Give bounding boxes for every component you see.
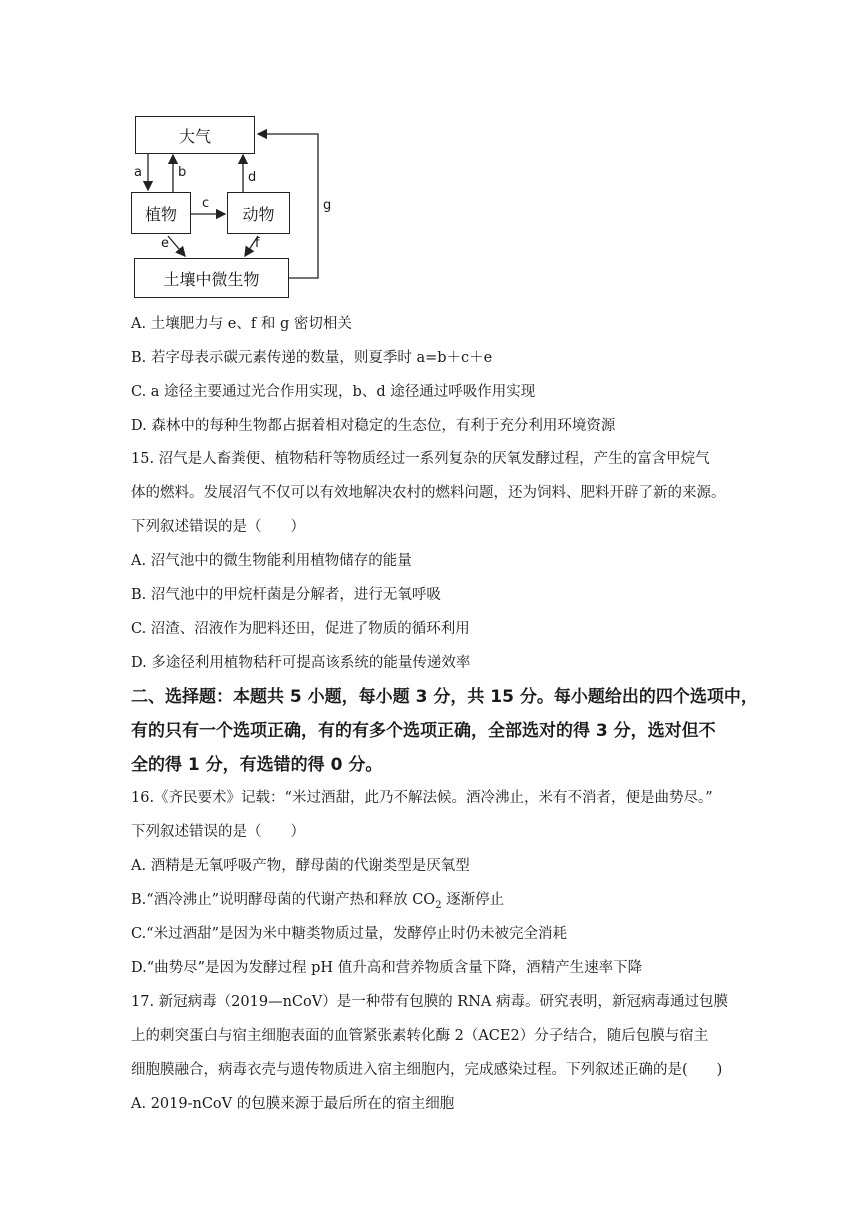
q14-option-c: C. a 途径主要通过光合作用实现，b、d 途径通过呼吸作用实现 [131, 384, 536, 400]
section2-line1: 二、选择题：本题共 5 小题，每小题 3 分，共 15 分。每小题给出的四个选项中， [131, 687, 758, 707]
q17-option-a: A. 2019-nCoV 的包膜来源于最后所在的宿主细胞 [131, 1096, 455, 1112]
edge-label-d: d [248, 170, 257, 185]
edge-label-g: g [323, 198, 332, 213]
q14-option-b: B. 若字母表示碳元素传递的数量，则夏季时 a=b＋c＋e [131, 350, 493, 366]
edge-label-c: c [202, 196, 210, 211]
q17-stem-line1: 17. 新冠病毒（2019—nCoV）是一种带有包膜的 RNA 病毒。研究表明，新冠病毒通过包膜 [131, 994, 728, 1010]
section2-line3: 全的得 1 分，有选错的得 0 分。 [131, 755, 383, 775]
node-atmosphere: 大气 [135, 116, 255, 154]
q16-option-b [131, 890, 504, 916]
q15-stem-line2: 体的燃料。发展沼气不仅可以有效地解决农村的燃料问题，还为饲料、肥料开辟了新的来源。 [131, 485, 726, 501]
edge-label-a: a [134, 165, 142, 180]
co2-subscript: 2 [435, 899, 442, 911]
q16-option-d: D.“曲势尽”是因为发酵过程 pH 值升高和营养物质含量下降，酒精产生速率下降 [131, 960, 643, 976]
q14-option-d: D. 森林中的每种生物都占据着相对稳定的生态位，有利于充分利用环境资源 [131, 418, 616, 434]
q16-option-b-text: B.“酒冷沸止”说明酵母菌的代谢产热和释放 CO [131, 892, 436, 908]
node-soil-microbes: 土壤中微生物 [134, 258, 289, 298]
q15-option-a: A. 沼气池中的微生物能利用植物储存的能量 [131, 553, 412, 569]
q16-option-c: C.“米过酒甜”是因为米中糖类物质过量，发酵停止时仍未被完全消耗 [131, 926, 568, 942]
section2-line2: 有的只有一个选项正确，有的有多个选项正确，全部选对的得 3 分，选对但不 [131, 721, 716, 741]
q16-stem-line2: 下列叙述错误的是（ ） [131, 824, 305, 840]
q17-stem-line3: 细胞膜融合，病毒衣壳与遗传物质进入宿主细胞内，完成感染过程。下列叙述正确的是( ) [131, 1062, 723, 1078]
node-plants: 植物 [131, 192, 191, 234]
q15-stem-line3: 下列叙述错误的是（ ） [131, 519, 305, 535]
node-animals: 动物 [227, 192, 290, 234]
q15-stem-line1: 15. 沼气是人畜粪便、植物秸秆等物质经过一系列复杂的厌氧发酵过程，产生的富含甲烷气 [131, 451, 710, 467]
q16-stem-line1: 16.《齐民要术》记载：“米过酒甜，此乃不解法候。酒冷沸止，米有不消者，便是曲势尽。” [131, 790, 713, 806]
carbon-cycle-diagram [128, 110, 338, 305]
q17-stem-line2: 上的刺突蛋白与宿主细胞表面的血管紧张素转化酶 2（ACE2）分子结合，随后包膜与宿主 [131, 1028, 709, 1044]
q16-option-b-tail: 逐渐停止 [446, 892, 505, 908]
edge-label-e: e [161, 236, 169, 251]
edge-label-f: f [255, 236, 260, 251]
edge-e-arrow [168, 236, 185, 256]
q16-option-a: A. 酒精是无氧呼吸产物，酵母菌的代谢类型是厌氧型 [131, 858, 470, 874]
q15-option-b: B. 沼气池中的甲烷杆菌是分解者，进行无氧呼吸 [131, 587, 441, 603]
q14-option-a: A. 土壤肥力与 e、f 和 g 密切相关 [131, 316, 352, 332]
q15-option-c: C. 沼渣、沼液作为肥料还田，促进了物质的循环利用 [131, 621, 470, 637]
edge-label-b: b [178, 165, 187, 180]
q15-option-d: D. 多途径利用植物秸秆可提高该系统的能量传递效率 [131, 655, 471, 671]
